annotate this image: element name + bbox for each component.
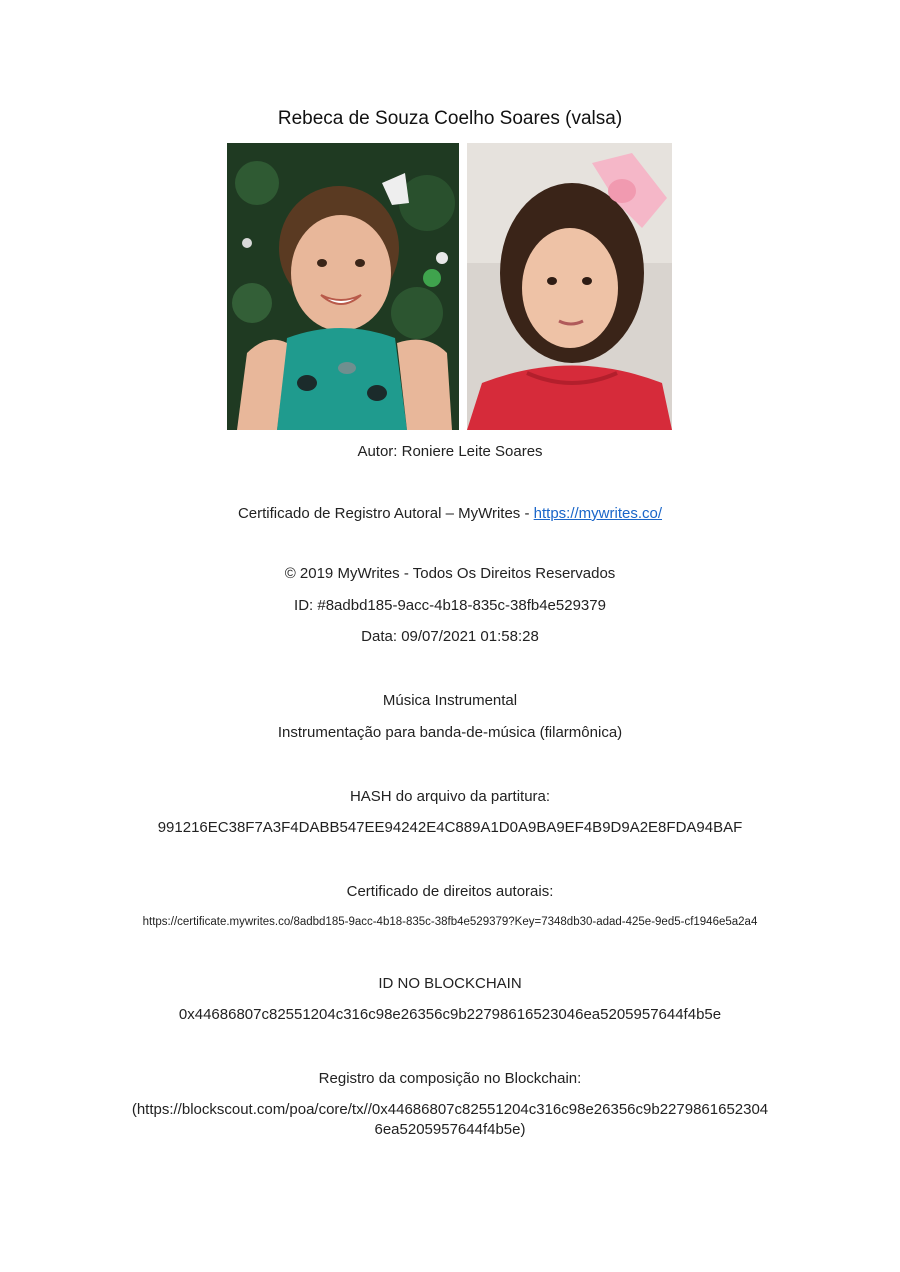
date-line: Data: 09/07/2021 01:58:28 <box>361 628 539 645</box>
genre-line: Música Instrumental <box>382 692 518 709</box>
certificate-line <box>0 504 900 524</box>
blockchain-id: 0x44686807c82551204c316c98e26356c9b22798616523046ea5205957644f4b5e <box>178 1006 722 1023</box>
rights-label: Certificado de direitos autorais: <box>346 883 554 900</box>
photo-left <box>227 143 459 430</box>
registry-url-line-1: (https://blockscout.com/poa/core/tx//0x44686807c82551204c316c98e26356c9b2279861652304 <box>131 1101 769 1118</box>
registry-label: Registro da composição no Blockchain: <box>318 1070 582 1087</box>
author-line: Autor: Roniere Leite Soares <box>357 443 543 460</box>
rights-url: https://certificate.mywrites.co/8adbd185-9acc-4b18-835c-38fb4e529379?Key=7348db30-adad-425e-9ed5-cf1946e5a2a4 <box>142 916 758 928</box>
document-title: Rebeca de Souza Coelho Soares (valsa) <box>277 108 623 129</box>
hash-label: HASH do arquivo da partitura: <box>349 788 551 805</box>
id-line: ID: #8adbd185-9acc-4b18-835c-38fb4e529379 <box>294 597 606 614</box>
child-photo-right-image <box>467 143 672 430</box>
hash-value: 991216EC38F7A3F4DABB547EE94242E4C889A1D0A9BA9EF4B9D9A2E8FDA94BAF <box>157 819 743 836</box>
child-photo-left-image <box>227 143 459 430</box>
instrumentation-line: Instrumentação para banda-de-música (filarmônica) <box>277 724 623 741</box>
certificate-label: Certificado de Registro Autoral – MyWrites - <box>237 505 534 522</box>
mywrites-link[interactable]: https://mywrites.co/ <box>533 505 663 522</box>
blockchain-label: ID NO BLOCKCHAIN <box>378 975 522 992</box>
copyright-line: © 2019 MyWrites - Todos Os Direitos Reservados <box>284 565 616 582</box>
photo-right <box>467 143 672 430</box>
registry-url-line-2: 6ea5205957644f4b5e) <box>374 1121 526 1138</box>
